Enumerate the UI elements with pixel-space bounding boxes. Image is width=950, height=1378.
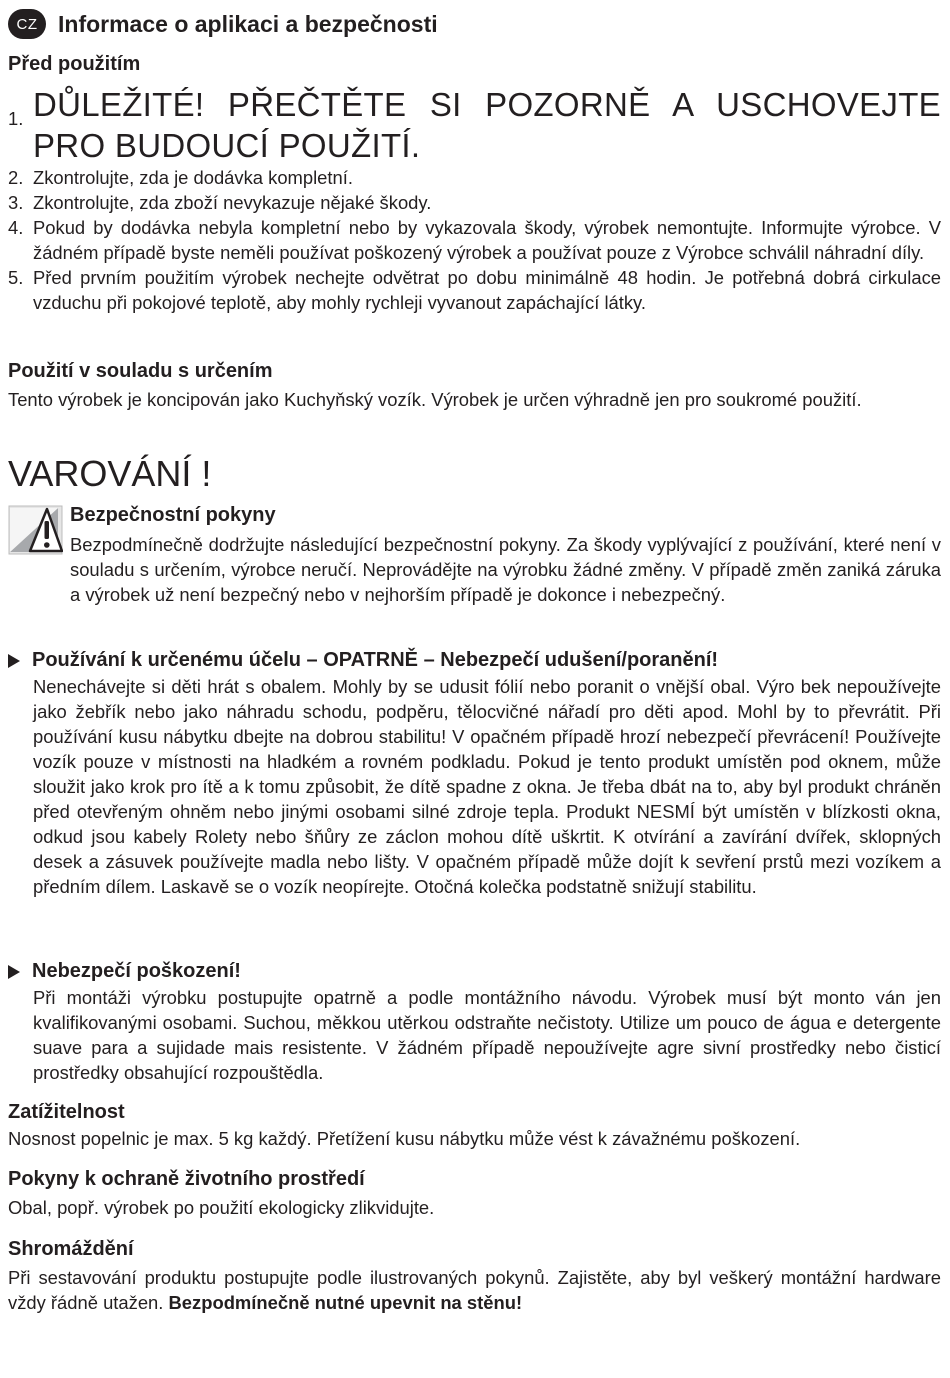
list-item — [8, 265, 941, 315]
list-number: 3. — [8, 192, 24, 213]
warning-triangle-icon — [8, 505, 63, 555]
important-notice-line1: DŮLEŽITÉ! PŘEČTĚTE SI POZORNĚ A USCHOVEJTE — [33, 86, 941, 123]
environment-heading: Pokyny k ochraně životního prostředí — [8, 1168, 365, 1190]
list-number: 4. — [8, 217, 24, 238]
usage-caution-heading-text: Používání k určenému účelu – OPATRNĚ – Nebezpečí udušení/poranění! — [32, 649, 719, 671]
list-number: 1. — [8, 108, 24, 129]
damage-text: Při montáži výrobku postupujte opatrně a podle montážního návodu. Výrobek musí být monto ván jen kvalifikovanými osobami. Suchou, měkkou utěrkou odstraňte nečistoty. Utilize um pouco de água e detergente suave para a sujidade mais resistente. V žádném případě nepoužívejte agre sivní prostředky nebo čisticí prostředky obsahující rozpouštědla. — [33, 987, 941, 1083]
damage-heading-text: Nebezpečí poškození! — [32, 960, 241, 982]
list-item — [8, 215, 941, 265]
assembly-text — [8, 1265, 941, 1315]
list-item-text: Zkontrolujte, zda zboží nevykazuje nějaké škody. — [33, 192, 432, 213]
usage-caution-heading — [8, 649, 718, 672]
bullet-arrow-icon — [8, 965, 20, 979]
intended-use-text: Tento výrobek je koncipován jako Kuchyňský vozík. Výrobek je určen výhradně jen pro soukromé použití. — [8, 389, 862, 410]
list-item — [8, 190, 941, 215]
list-item-text: Pokud by dodávka nebyla kompletní nebo by vykazovala škody, výrobek nemontujte. Informujte výrobce. V žádném případě byste neměli používat poškozený výrobek a používat pouze z Výrobce schválil náhradní díly. — [33, 217, 941, 263]
assembly-heading: Shromáždění — [8, 1238, 134, 1260]
safety-heading: Bezpečnostní pokyny — [70, 504, 276, 526]
usage-caution-text: Nenechávejte si děti hrát s obalem. Mohly by se udusit fólií nebo poranit o vnější obal. Výro bek nepoužívejte jako žebřík nebo jako náhradu schodu, podpěru, tělocvičné nářadí pro děti apod. Mohl by to převrátit. Při používání kusu nábytku dbejte na dobrou stabilitu! V opačném případě hrozí nebezpečí převrácení! Používejte vozík pouze v místnosti na hladkém a rovném podkladu. Pokud je tento produkt umístěn pod oknem, může sloužit jako krok pro ítě a k tomu způsobit, že dítě spadne z okna. Je třeba dbát na to, aby byl produkt chráněn před otevřeným ohněm nebo jinými osobami silné zdroje tepla. Produkt NESMÍ být umístěn v blízkosti okna, odkud jsou kabely Rolety nebo šňůry ze záclon mohou dítě uškrtit. K otvírání a zavírání dvířek, sklopných desek a zásuvek používejte madla nebo lišty. V opačném případě může dojít k sevření prstů mezi vozíkem a předním dílem. Laskavě se o vozík neopírejte. Otočná kolečka podstatně snižují stabilitu. — [33, 676, 941, 897]
list-item — [8, 165, 941, 190]
environment-text: Obal, popř. výrobek po použití ekologicky zlikvidujte. — [8, 1197, 435, 1218]
before-use-list — [8, 165, 941, 315]
important-notice — [8, 84, 941, 166]
bullet-arrow-icon — [8, 654, 20, 668]
intended-use-heading: Použití v souladu s určením — [8, 360, 273, 382]
warning-title: VAROVÁNÍ ! — [8, 453, 212, 494]
assembly-text-regular: Při sestavování produktu postupujte podle ilustrovaných pokynů. Zajistěte, aby byl veškerý montážní hardware vždy řádně utažen. — [8, 1267, 941, 1313]
assembly-text-bold: Bezpodmínečně nutné upevnit na stěnu! — [168, 1292, 523, 1313]
page-title: Informace o aplikaci a bezpečnosti — [58, 10, 438, 37]
page-header — [8, 8, 438, 40]
load-heading: Zatížitelnost — [8, 1101, 125, 1123]
before-use-heading: Před použitím — [8, 53, 141, 75]
language-badge: CZ — [8, 9, 46, 39]
important-notice-line2: PRO BUDOUCÍ POUŽITÍ. — [33, 127, 421, 164]
damage-heading — [8, 960, 241, 983]
list-number: 2. — [8, 167, 24, 188]
load-text: Nosnost popelnic je max. 5 kg každý. Přetížení kusu nábytku může vést k závažnému poškození. — [8, 1128, 801, 1149]
safety-text: Bezpodmínečně dodržujte následující bezpečnostní pokyny. Za škody vyplývající z používání, které není v souladu s určením, výrobce neručí. Neprovádějte na výrobku žádné změny. V případě změn zaniká záruka a výrobek už není bezpečný nebo v nejhorším případě je dokonce i nebezpečný. — [70, 534, 941, 605]
list-item-text: Před prvním použitím výrobek nechejte odvětrat po dobu minimálně 48 hodin. Je potřebná dobrá cirkulace vzduchu při pokojové teplotě, aby mohly rychleji vyvanout zapáchající látky. — [33, 267, 941, 313]
list-item-text: Zkontrolujte, zda je dodávka kompletní. — [33, 167, 353, 188]
list-number: 5. — [8, 267, 24, 288]
